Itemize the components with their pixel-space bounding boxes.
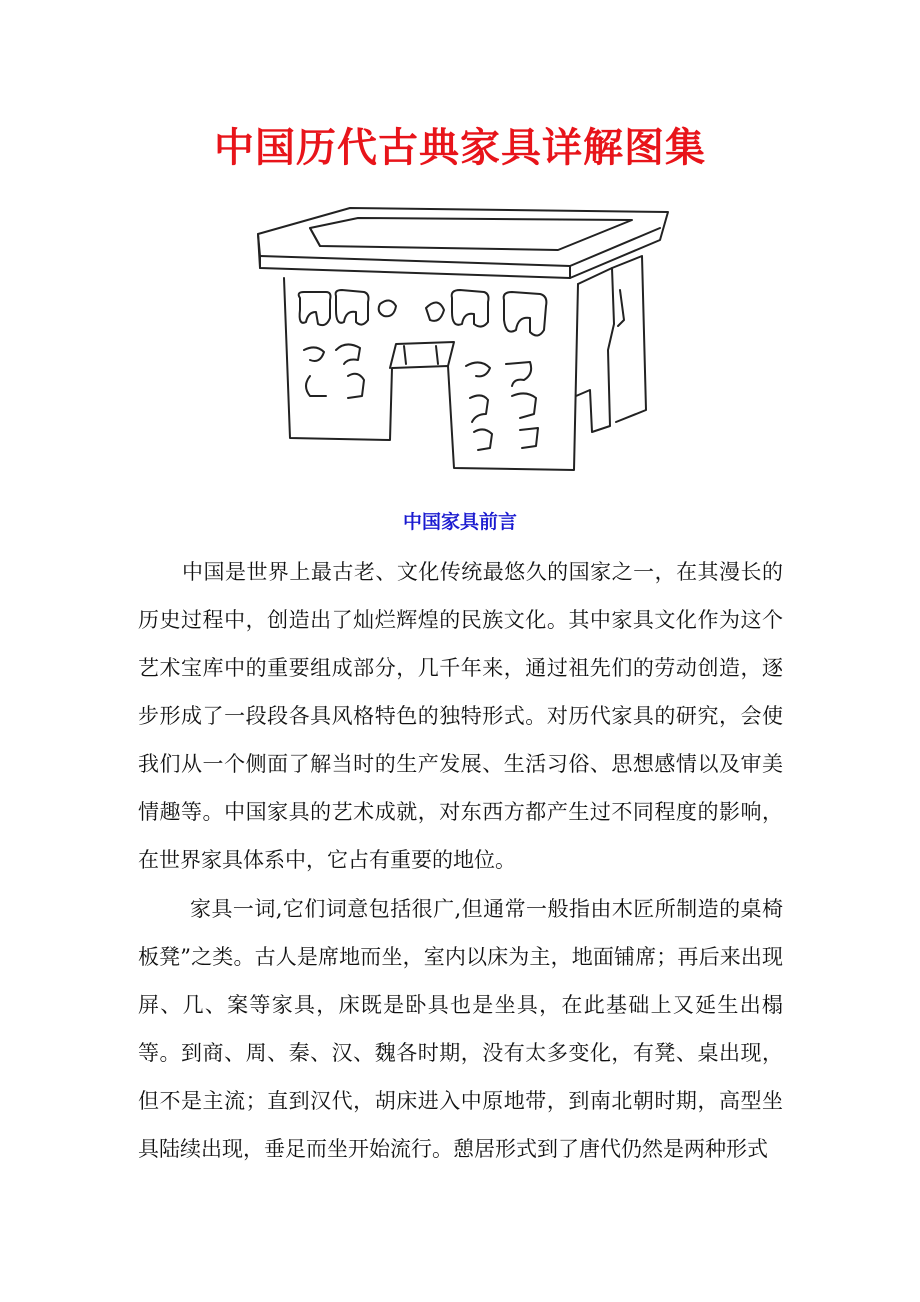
paragraph-intro: 中国是世界上最古老、文化传统最悠久的国家之一，在其漫长的历史过程中，创造出了灿烂辉煌的民族文化。其中家具文化作为这个艺术宝库中的重要组成部分，几千年来，通过祖先们的劳动创造，逐步形成了一段段各具风格特色的独特形式。对历代家具的研究，会使我们从一个侧面了解当时的生产发展、生活习俗、思想感情以及审美情趣等。中国家具的艺术成就，对东西方都产生过不同程度的影响，在世界家具体系中，它占有重要的地位。 — [138, 560, 783, 872]
bronze-table-illustration — [240, 200, 680, 490]
section-heading: 中国家具前言 — [402, 511, 517, 533]
paragraph-furniture-history: 家具一词,它们词意包括很广,但通常一般指由木匠所制造的桌椅板凳”之类。古人是席地而坐，室内以床为主，地面铺席；再后来出现屏、几、案等家具，床既是卧具也是坐具，在此基础上又延生出榻等。到商、周、秦、汉、魏各时期，没有太多变化，有凳、桌出现，但不是主流；直到汉代，胡床进入中原地带，到南北朝时期，高型坐具陆续出现，垂足而坐开始流行。憩居形式到了唐代仍然是两种形式 — [138, 897, 783, 1161]
document-title: 中国历代古典家具详解图集 — [214, 125, 706, 171]
